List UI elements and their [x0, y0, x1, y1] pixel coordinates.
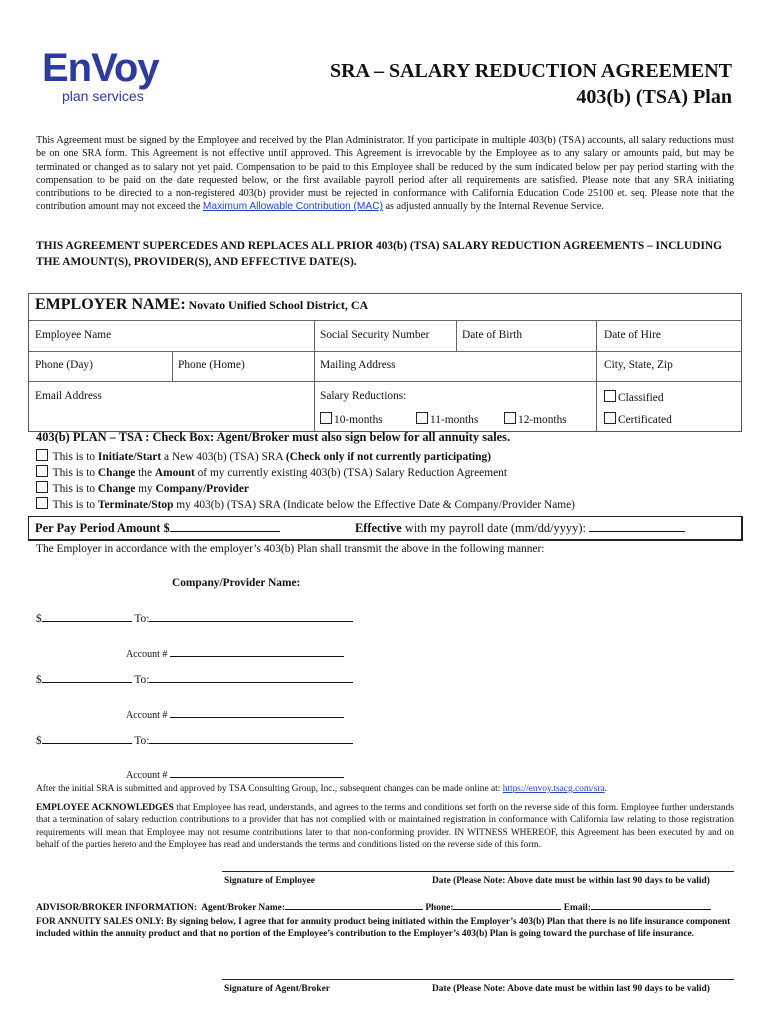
option-text: Terminate/Stop	[97, 499, 174, 511]
advisor-label: ADVISOR/BROKER INFORMATION:	[36, 903, 198, 913]
after-submission-note	[36, 783, 736, 795]
account-label: Account #	[126, 649, 168, 660]
mac-link[interactable]: Maximum Allowable Contribution (MAC)	[202, 201, 383, 213]
phone-day-field[interactable]: Phone (Day)	[35, 359, 93, 371]
option-classified[interactable]	[604, 390, 664, 404]
to-label: To:	[134, 674, 150, 686]
provider-row-3	[36, 733, 353, 747]
option-text: my 403(b) (TSA) SRA (Indicate below the Effective Date & Company/Provider Name)	[173, 499, 575, 511]
intro-tail: as adjusted annually by the Internal Revenue Service.	[382, 201, 604, 213]
option-terminate[interactable]	[36, 497, 575, 513]
agent-name-blank[interactable]	[285, 901, 423, 910]
divider	[29, 320, 741, 321]
option-text: a New 403(b) (TSA) SRA	[161, 451, 286, 463]
employee-signature-line[interactable]	[222, 871, 734, 872]
option-change-provider[interactable]	[36, 481, 575, 497]
employee-signature-label: Signature of Employee	[224, 876, 315, 886]
agent-name-label: Agent/Broker Name:	[201, 903, 285, 913]
page-title: SRA – SALARY REDUCTION AGREEMENT	[330, 60, 732, 82]
option-label: 10-months	[334, 414, 383, 426]
account-row-3	[126, 768, 344, 781]
checkbox[interactable]	[36, 465, 48, 477]
divider	[456, 320, 457, 351]
employee-info-box	[28, 293, 742, 432]
per-pay-amount-field[interactable]	[35, 520, 280, 536]
city-state-zip-field[interactable]: City, State, Zip	[604, 359, 673, 371]
divider	[29, 381, 741, 382]
option-text: (Check only if not currently participating)	[285, 451, 491, 463]
logo-subtitle: plan services	[62, 88, 144, 104]
agent-date-label: Date (Please Note: Above date must be within last 90 days to be valid)	[432, 984, 710, 994]
checkbox[interactable]	[320, 412, 332, 424]
option-text: This is to	[52, 483, 98, 495]
amount-blank[interactable]	[170, 520, 280, 532]
checkbox[interactable]	[504, 412, 516, 424]
account-blank[interactable]	[170, 708, 344, 718]
salary-reductions-label: Salary Reductions:	[320, 390, 407, 402]
annuity-notice: FOR ANNUITY SALES ONLY: By signing below, I agree that for annuity product being initiated within the Employer’s 403(b) Plan that there is no life insurance component included within the annuity product and that no portion of the Employee’s contribution to the Employer’s 403(b) Plan is going toward the purchase of life insurance.	[36, 917, 731, 940]
agent-email-blank[interactable]	[591, 901, 711, 910]
account-label: Account #	[126, 770, 168, 781]
email-field[interactable]: Email Address	[35, 390, 102, 402]
option-change-amount[interactable]	[36, 465, 575, 481]
employee-date-label: Date (Please Note: Above date must be within last 90 days to be valid)	[432, 876, 710, 886]
acknowledge-text: that Employee has read, understands, and agrees to the terms and conditions set forth on the reverse side of this form. Employee further understands that a termination of salary reduction contributions to a provider that has not complied with or maintained registration in conformance with California law relating to those registration requirements will mean that Employee may not resume contributions later to that non-conforming provider. IN WITNESS WHEREOF, this Agreement has been executed by and on behalf of the parties hereto and the Employee has read and understands the terms and conditions listed on the reverse side of this form.	[36, 803, 734, 850]
per-pay-label: Per Pay Period Amount $	[35, 521, 170, 535]
supersede-notice: THIS AGREEMENT SUPERCEDES AND REPLACES ALL PRIOR 403(b) (TSA) SALARY REDUCTION AGREEMENTS – INCLUDING THE AMOUNT(S), PROVIDER(S), AND EFFECTIVE DATE(S).	[36, 240, 723, 268]
account-blank[interactable]	[170, 647, 344, 657]
checkbox[interactable]	[604, 412, 616, 424]
employer-name-row	[35, 296, 368, 314]
dollar-sign: $	[36, 613, 42, 625]
after-text: After the initial SRA is submitted and approved by TSA Consulting Group, Inc., subsequent changes can be made online at:	[36, 784, 503, 794]
checkbox[interactable]	[36, 497, 48, 509]
effective-text: with my payroll date (mm/dd/yyyy):	[401, 521, 589, 535]
intro-text: This Agreement must be signed by the Employee and received by the Plan Administrator. If you participate in multiple 403(b) (TSA) accounts, all salary reductions must be on one SRA form. This Agreement is not effective until approved. This Agreement is irrevocable by the Employee as to any salary or amounts paid, but may be terminated or changed as to salary not yet paid. Compensation to be paid to this Employee shall be reduced by the sum indicated below per pay period starting with the compensation to be paid on the date requested below, or the first available payroll period after all requirements are satisfied. Please note that any SRA initiating contributions to be directed to a non-registered 403(b) provider must be rejected in conformance with California Education Code 25100 et. seq. Please note that the contribution amount may not exceed the	[36, 135, 734, 213]
acknowledgement-paragraph	[36, 802, 734, 851]
after-end: .	[604, 784, 608, 794]
amount-blank[interactable]	[42, 611, 132, 622]
per-pay-period-box	[28, 516, 743, 541]
employer-value: Novato Unified School District, CA	[188, 298, 369, 312]
envoy-logo	[40, 46, 180, 104]
option-text: This is to	[52, 451, 98, 463]
option-text: Change	[97, 467, 136, 479]
option-initiate[interactable]	[36, 449, 575, 465]
agent-signature-label: Signature of Agent/Broker	[224, 984, 330, 994]
checkbox[interactable]	[36, 481, 48, 493]
date-blank[interactable]	[589, 520, 685, 532]
divider	[596, 320, 597, 431]
page-subtitle: 403(b) (TSA) Plan	[576, 86, 732, 108]
envoy-sra-link[interactable]: https://envoy.tsacg.com/sra	[502, 784, 605, 794]
hire-date-field[interactable]: Date of Hire	[604, 329, 661, 341]
effective-label: Effective	[355, 521, 402, 535]
divider	[314, 320, 315, 431]
dollar-sign: $	[36, 735, 42, 747]
option-text: Initiate/Start	[97, 451, 162, 463]
provider-blank[interactable]	[149, 733, 353, 744]
option-text: my	[135, 483, 156, 495]
employee-name-field[interactable]: Employee Name	[35, 329, 112, 341]
agent-email-label: Email:	[563, 903, 591, 913]
option-text: Company/Provider	[155, 483, 249, 495]
option-text: Change	[97, 483, 136, 495]
intro-paragraph	[36, 134, 734, 214]
provider-blank[interactable]	[149, 611, 353, 622]
provider-row-1	[36, 611, 353, 625]
mailing-address-field[interactable]: Mailing Address	[320, 359, 396, 371]
option-12-months[interactable]	[504, 412, 567, 426]
checkbox[interactable]	[416, 412, 428, 424]
transmit-text: The Employer in accordance with the employer’s 403(b) Plan shall transmit the above in the following manner:	[36, 543, 545, 555]
account-row-1	[126, 647, 344, 660]
phone-home-field[interactable]: Phone (Home)	[178, 359, 245, 371]
amount-blank[interactable]	[42, 672, 132, 683]
option-text: the	[135, 467, 155, 479]
option-label: 12-months	[518, 414, 567, 426]
option-text: This is to	[52, 499, 98, 511]
option-certificated[interactable]	[604, 412, 672, 426]
agent-phone-blank[interactable]	[453, 901, 561, 910]
checkbox[interactable]	[604, 390, 616, 402]
option-text: This is to	[52, 467, 98, 479]
agent-phone-label: Phone:	[425, 903, 454, 913]
provider-blank[interactable]	[149, 672, 353, 683]
provider-row-2	[36, 672, 353, 686]
logo-word: EnVoy	[42, 46, 159, 90]
provider-label: Company/Provider Name:	[172, 577, 301, 589]
agent-signature-line[interactable]	[222, 979, 734, 980]
checkbox[interactable]	[36, 449, 48, 461]
ssn-field[interactable]: Social Security Number	[320, 329, 430, 341]
to-label: To:	[134, 735, 150, 747]
dollar-sign: $	[36, 674, 42, 686]
acknowledge-bold: EMPLOYEE ACKNOWLEDGES	[36, 803, 174, 813]
employer-label: EMPLOYER NAME:	[35, 296, 186, 313]
option-text: of my currently existing 403(b) (TSA) Salary Reduction Agreement	[194, 467, 507, 479]
effective-date-field[interactable]	[355, 520, 685, 536]
plan-header: 403(b) PLAN – TSA : Check Box: Agent/Broker must also sign below for all annuity sales.	[36, 430, 511, 444]
to-label: To:	[134, 613, 150, 625]
advisor-info-row	[36, 901, 736, 914]
dob-field[interactable]: Date of Birth	[462, 329, 523, 341]
option-10-months[interactable]	[320, 412, 383, 426]
divider	[29, 351, 741, 352]
account-label: Account #	[126, 710, 168, 721]
option-11-months[interactable]	[416, 412, 478, 426]
option-text: Amount	[154, 467, 195, 479]
change-options	[36, 449, 575, 513]
amount-blank[interactable]	[42, 733, 132, 744]
account-blank[interactable]	[170, 768, 344, 778]
option-label: Classified	[618, 392, 664, 404]
option-label: Certificated	[618, 414, 672, 426]
option-label: 11-months	[430, 414, 479, 426]
account-row-2	[126, 708, 344, 721]
divider	[172, 351, 173, 381]
